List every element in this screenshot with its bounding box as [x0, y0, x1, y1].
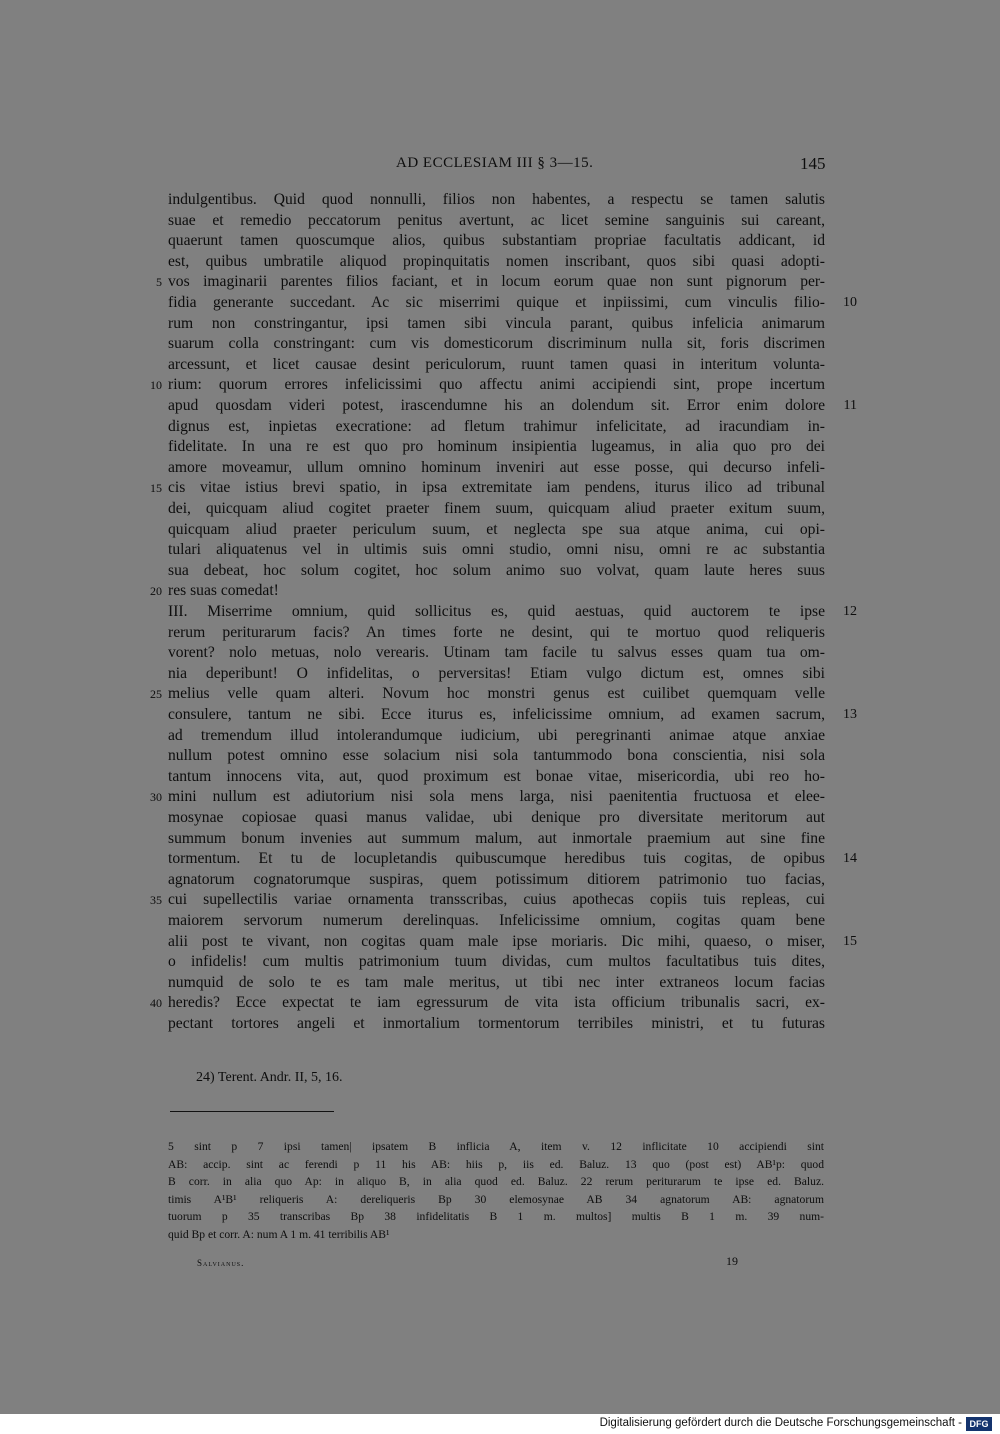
section-number: 12: [843, 604, 857, 619]
text-line: cis vitae istius brevi spatio, in ipsa extremitate iam pendens, iturus ilico ad tribunal: [168, 479, 825, 497]
text-line: arcessunt, et licet causae desint periculorum, ruunt tamen quasi in interitum volunta-: [168, 355, 825, 373]
line-number: 40: [150, 996, 162, 1011]
text-line: III. Miserrime omnium, quid sollicitus es, quid aestuas, quid auctorem te ipse: [168, 603, 825, 620]
line-number: 25: [150, 687, 162, 702]
line-number: 5: [156, 275, 162, 290]
running-head: AD ECCLESIAM III § 3—15.: [396, 155, 594, 171]
text-line: dei, quicquam aliud cogitet praeter finem suum, quicquam aliud praeter exitum suum,: [168, 500, 825, 517]
section-number: 10: [843, 295, 857, 310]
section-number: 13: [843, 707, 857, 722]
text-line: rerum periturarum facis? An times forte ne desint, qui te mortuo quod reliqueris: [168, 623, 825, 641]
apparatus-line: quid Bp et corr. A: num A 1 m. 41 terribilis AB¹: [168, 1228, 390, 1241]
text-line: rium: quorum errores infelicissimi quo affectu animi accipiendi sint, prope incertum: [168, 376, 825, 394]
text-line: maiorem servorum numerum derelinquas. Infelicissime omnium, cogitas quam bene: [168, 912, 825, 929]
text-line: heredis? Ecce expectat te iam egressurum de vita ista officium tribunalis sacri, ex-: [168, 994, 825, 1012]
text-line: summum bonum invenies aut summum malum, aut inmortale praemium aut sine fine: [168, 829, 825, 847]
text-line: quaerunt tamen quoscumque alios, quibus substantiam propriae facultatis addicant, id: [168, 232, 825, 250]
text-line: sua debeat, hoc solum cogitet, hoc solum animo suo volvat, quam laute heres suus: [168, 561, 825, 579]
text-line: amore moveamur, ullum omnino hominum inveniri aut esse posse, qui decurso infeli-: [168, 458, 825, 476]
text-line: indulgentibus. Quid quod nonnulli, filios non habentes, a respectu se tamen salutis: [168, 191, 825, 208]
footnote-rule: [170, 1111, 334, 1112]
text-line: melius velle quam alteri. Novum hoc monstri genus est cuilibet quemquam velle: [168, 685, 825, 703]
text-line: consulere, tantum ne sibi. Ecce iturus es, infelicissime omnium, ad examen sacrum,: [168, 706, 825, 723]
text-line: fidia generante succedant. Ac sic miserrimi quique et inpiissimi, cum vinculis filio-: [168, 294, 825, 311]
text-line: numquid de solo te es tam male meritus, ut tibi nec inter extraneos locum facias: [168, 973, 825, 991]
text-line: apud quosdam videri potest, irascendumne his an dolendum sit. Error enim dolore: [168, 397, 825, 414]
page-number: 145: [800, 154, 826, 173]
text-line: mosynae copiosae quasi manus validae, ubi denique pro diversitate meritorum aut: [168, 809, 825, 826]
text-line: tantum innocens vita, aut, quod proximum est bonae vitae, misericordia, ubi reo ho-: [168, 767, 825, 785]
text-line: fidelitate. In una re est quo pro hominum insipientia lugeamus, in alia quo pro dei: [168, 438, 825, 456]
text-line: agnatorum cognatorumque suspiras, quem potissimum ditiorem patrimonio tuo facias,: [168, 870, 825, 888]
text-line: tulari aliquatenus vel in ultimis suis omni studio, omni nisu, omni re ac substantia: [168, 541, 825, 559]
text-line: pectant tortores angeli et inmortalium tormentorum terribiles ministri, et tu futuras: [168, 1015, 825, 1032]
text-line: suae et remedio peccatorum penitus avertunt, ac licet semine sanguinis sui careant,: [168, 211, 825, 229]
text-line: ad tremendum illud intolerandumque iudicium, ubi peregrinanti animae atque anxiae: [168, 726, 825, 744]
line-number: 20: [150, 584, 162, 599]
text-line: nullum potest omnino esse solacium nisi sola tantummodo bona conscientia, nisi sola: [168, 747, 825, 765]
dfg-logo-icon: DFG: [966, 1417, 992, 1431]
section-number: 14: [843, 851, 857, 867]
apparatus-line: AB: accip. sint ac ferendi p 11 his AB: hiis p, iis ed. Baluz. 13 quo (post est) AB¹p: quod: [168, 1157, 824, 1171]
apparatus-line: tuorum p 35 transcribas Bp 38 infidelitatis B 1 m. multos] multis B 1 m. 39 num-: [168, 1210, 824, 1224]
section-number: 15: [843, 933, 857, 949]
text-line: vos imaginarii parentes filios faciant, et in locum eorum quae non sunt pignorum per-: [168, 273, 825, 291]
text-line: alii post te vivant, non cogitas quam male ipse moriaris. Dic mihi, quaeso, o miser,: [168, 932, 825, 950]
text-line: o infidelis! cum multis patrimonium tuum dividas, cum multos facultatibus tuis dites,: [168, 953, 825, 971]
text-line: rum non constringantur, ipsi tamen sibi vincula parant, quibus infelicia animarum: [168, 314, 825, 332]
signature-sheet-number: 19: [726, 1254, 738, 1268]
apparatus-line: timis A¹B¹ reliqueris A: dereliqueris Bp 30 elemosynae AB 34 agnatorum AB: agnatorum: [168, 1192, 824, 1206]
apparatus-line: B corr. in alia quo Ap: in aliquo B, in alia quod ed. Baluz. 22 rerum periturarum te ipse ed. Baluz.: [168, 1175, 824, 1189]
apparatus-line: 5 sint p 7 ipsi tamen| ipsatem B inflicia A, item v. 12 inflicitate 10 accipiendi sint: [168, 1140, 824, 1153]
line-number: 35: [150, 893, 162, 908]
text-line: mini nullum est adiutorium nisi sola mens larga, nisi paenitentia fructuosa et elee-: [168, 788, 825, 806]
text-line: nia deperibunt! O infidelitas, o perversitas! Etiam vulgo dictum est, omnes sibi: [168, 664, 825, 682]
digitization-banner: [0, 1414, 1000, 1434]
text-line: quicquam aliud praeter periculum suum, et neglecta spe sua atque anima, cui opi-: [168, 520, 825, 538]
text-line: vorent? nolo metuas, nolo verearis. Utinam tam facile tu salvus esses quam tua om-: [168, 644, 825, 662]
text-line: res suas comedat!: [168, 582, 279, 600]
text-line: cui supellectilis variae ornamenta transscribas, cuius apothecas copiis tuis repleas, cui: [168, 891, 825, 909]
text-line: dignus est, inpietas execratione: ad fletum trahimur infelicitate, ad iracundiam in-: [168, 417, 825, 435]
line-number: 30: [150, 790, 162, 805]
banner-text: Digitalisierung gefördert durch die Deutsche Forschungsgemeinschaft -: [599, 1417, 962, 1429]
section-number: 11: [843, 398, 857, 413]
line-number: 15: [150, 481, 162, 496]
text-line: tormentum. Et tu de locupletandis quibuscumque heredibus tuis cogitas, de opibus: [168, 850, 825, 868]
text-line: est, quibus umbratile aliquod propinquitatis nomen inscribant, quos sibi quasi adopti-: [168, 252, 825, 270]
line-number: 10: [150, 378, 162, 393]
text-line: suarum colla constringant: cum vis domesticorum discriminum nulla sit, foris discrimen: [168, 335, 825, 353]
signature-author: Salvianus.: [197, 1258, 245, 1268]
quote-footnote: 24) Terent. Andr. II, 5, 16.: [196, 1070, 343, 1085]
